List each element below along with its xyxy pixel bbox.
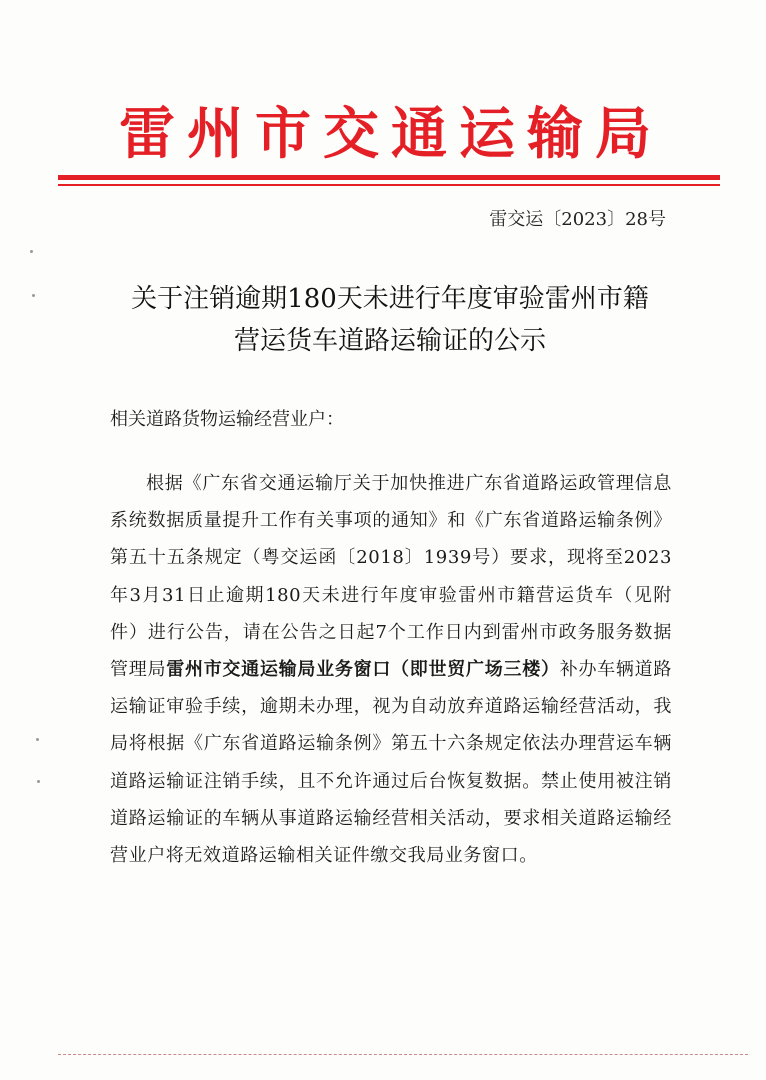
letterhead-red-rule-thick bbox=[58, 175, 720, 180]
service-window-location: 雷州市交通运输局业务窗口（即世贸广场三楼） bbox=[166, 659, 560, 681]
body-text-part-2: 补办车辆道路运输证审验手续，逾期未办理，视为自动放弃道路运输经营活动，我局将根据《广东省道路运输条例》第五十六条规定依法办理营运车辆道路运输证注销手续，且不允许通过后台恢复数据。禁止使用被注销道路运输证的车辆从事道路运输经营相关活动，要求相关道路运输经营业户将无效道路运输相关证件缴交我局业务窗口。 bbox=[110, 659, 672, 867]
agency-letterhead: 雷州市交通运输局 bbox=[119, 102, 663, 167]
document-title-line-1: 关于注销逾期180天未进行年度审验雷州市籍 bbox=[131, 284, 649, 314]
scan-speck bbox=[30, 250, 33, 253]
body-text-part-1: 根据《广东省交通运输厅关于加快推进广东省道路运政管理信息系统数据质量提升工作有关事项的通知》和《广东省道路运输条例》第五十五条规定（粤交运函〔2018〕1939号）要求，现将至2023年3月31日止逾期180天未进行年度审验雷州市籍营运货车（见附件）进行公告，请在公告之日起7个工作日内到雷州市政务服务数据管理局 bbox=[110, 473, 672, 681]
document-title bbox=[95, 278, 685, 362]
body-paragraph bbox=[110, 465, 672, 874]
scan-speck bbox=[32, 294, 35, 297]
document-title-line-2: 营运货车道路运输证的公示 bbox=[233, 326, 546, 356]
document-number: 雷交运〔2023〕28号 bbox=[489, 209, 666, 230]
salutation: 相关道路货物运输经营业户： bbox=[110, 409, 344, 430]
footer-scan-line bbox=[58, 1054, 748, 1055]
letterhead-red-rule-thin bbox=[58, 184, 720, 186]
scan-speck bbox=[37, 780, 40, 783]
scan-speck bbox=[36, 738, 39, 741]
